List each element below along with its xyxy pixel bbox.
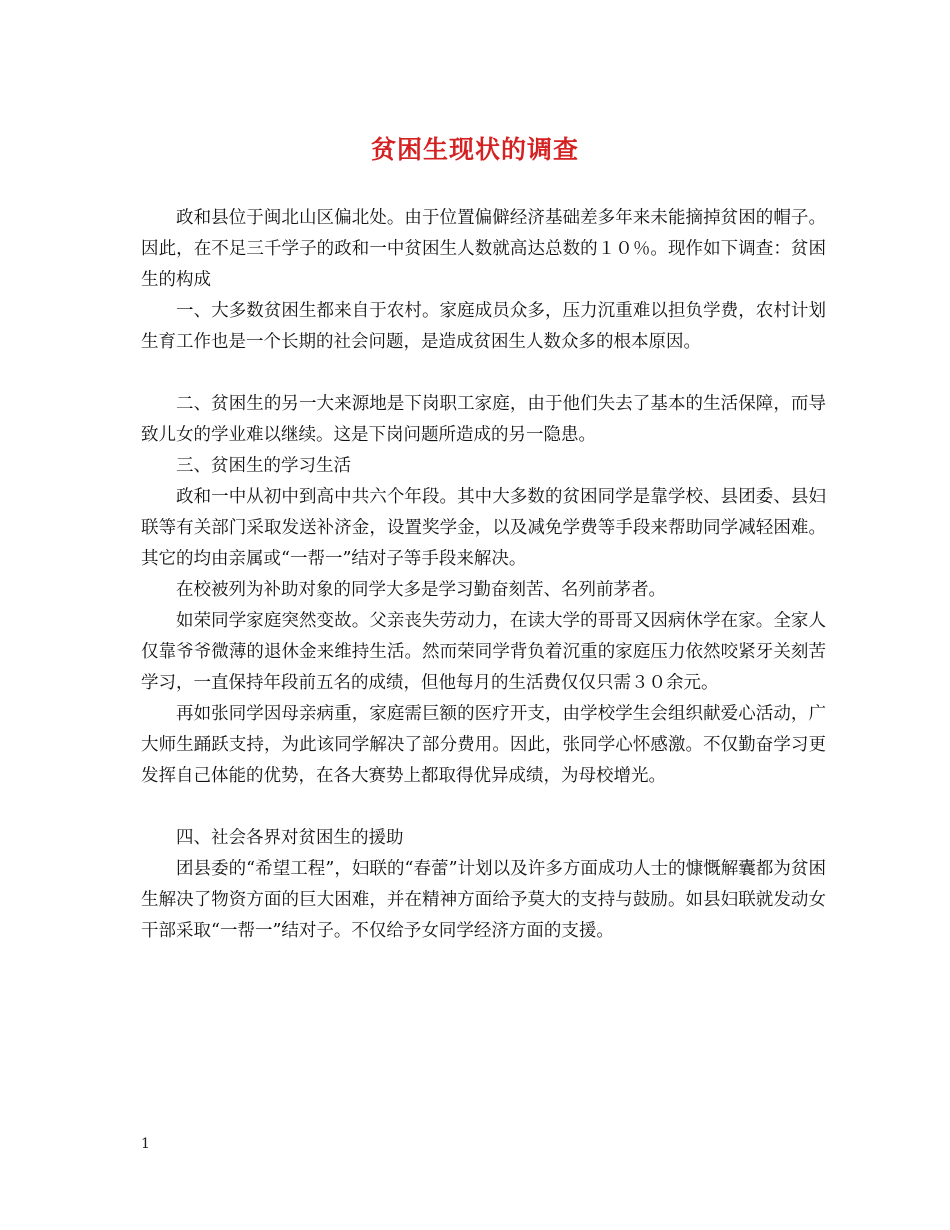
- document-body: [141, 203, 826, 947]
- paragraph-example-zhang: 再如张同学因母亲病重，家庭需巨额的医疗开支，由学校学生会组织献爱心活动，广大师生踊跃支持，为此该同学解决了部分费用。因此，张同学心怀感激。不仅勤奋学习更发挥自己体能的优势，在各大赛势上都取得优异成绩，为母校增光。: [141, 704, 826, 786]
- blank-line: [141, 358, 826, 389]
- heading-section-3: 三、贫困生的学习生活: [176, 456, 351, 476]
- paragraph-section-2: 二、贫困生的另一大来源地是下岗职工家庭，由于他们失去了基本的生活保障，而导致儿女的学业难以继续。这是下岗问题所造成的另一隐患。: [141, 394, 826, 445]
- document-title: 贫困生现状的调查: [370, 135, 579, 164]
- blank-line: [141, 792, 826, 823]
- paragraph-example-rong: 如荣同学家庭突然变故。父亲丧失劳动力，在读大学的哥哥又因病休学在家。全家人仅靠爷爷微薄的退休金来维持生活。然而荣同学背负着沉重的家庭压力依然咬紧牙关刻苦学习，一直保持年段前五名的成绩，但他每月的生活费仅仅只需３０余元。: [141, 611, 826, 693]
- paragraph-section-3-body: 政和一中从初中到高中共六个年段。其中大多数的贫困同学是靠学校、县团委、县妇联等有关部门采取发送补济金，设置奖学金，以及减免学费等手段来帮助同学减轻困难。其它的均由亲属或“一帮一”结对子等手段来解决。: [141, 487, 826, 569]
- heading-section-4: 四、社会各界对贫困生的援助: [176, 828, 404, 848]
- paragraph-subsidy-recipients: 在校被列为补助对象的同学大多是学习勤奋刻苦、名列前茅者。: [176, 580, 666, 600]
- paragraph-section-4-body: 团县委的“希望工程”，妇联的“春蕾”计划以及许多方面成功人士的慷慨解囊都为贫困生解决了物资方面的巨大困难，并在精神方面给予莫大的支持与鼓励。如县妇联就发动女干部采取“一帮一”结对子。不仅给予女同学经济方面的支援。: [141, 859, 826, 941]
- paragraph-intro: 政和县位于闽北山区偏北处。由于位置偏僻经济基础差多年来未能摘掉贫困的帽子。因此，在不足三千学子的政和一中贫困生人数就高达总数的１０％。现作如下调查：贫困生的构成: [141, 208, 826, 290]
- paragraph-section-1: 一、大多数贫困生都来自于农村。家庭成员众多，压力沉重难以担负学费，农村计划生育工作也是一个长期的社会问题，是造成贫困生人数众多的根本原因。: [141, 301, 826, 352]
- page-number: 1: [141, 1136, 150, 1152]
